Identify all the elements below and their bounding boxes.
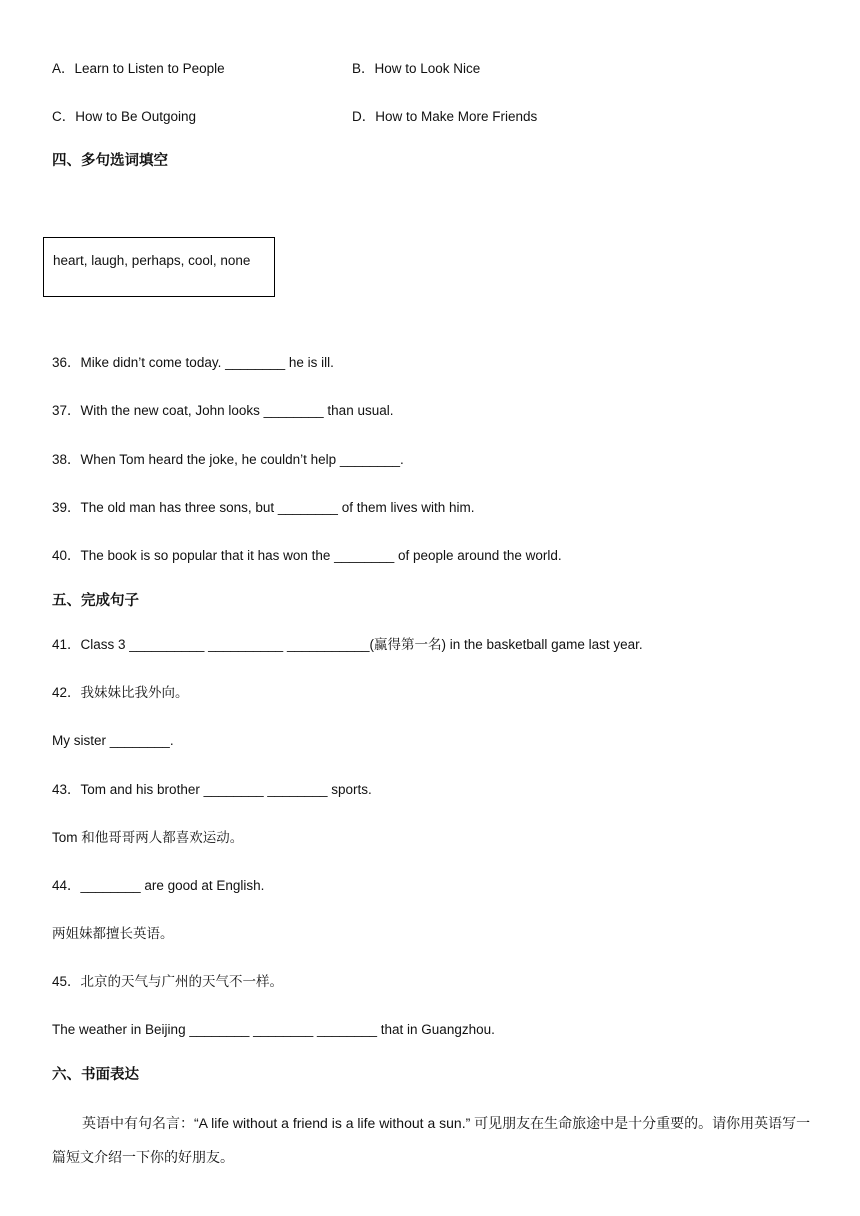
question-41: 41．Class 3 __________ __________ ___________(赢得第一名) in the basketball game last year. <box>52 637 643 652</box>
question-45-answer-line: The weather in Beijing ________ ________ ________ that in Guangzhou. <box>52 1022 495 1037</box>
question-36: 36．Mike didn’t come today. ________ he is ill. <box>52 355 334 370</box>
question-44-translation: 两姐妹都擅长英语。 <box>52 926 174 941</box>
option-d: D．How to Make More Friends <box>352 109 538 124</box>
question-37: 37．With the new coat, John looks ________ than usual. <box>52 403 394 418</box>
word-bank-text: heart, laugh, perhaps, cool, none <box>53 253 251 268</box>
question-45: 45．北京的天气与广州的天气不一样。 <box>52 974 284 989</box>
section-5-heading: 五、完成句子 <box>52 593 139 609</box>
option-a: A．Learn to Listen to People <box>52 61 225 76</box>
option-c: C．How to Be Outgoing <box>52 109 197 124</box>
question-40: 40．The book is so popular that it has won the ________ of people around the world. <box>52 548 562 563</box>
question-38: 38．When Tom heard the joke, he couldn’t help ________. <box>52 452 404 467</box>
word-bank-box <box>43 237 275 297</box>
question-42: 42．我妹妹比我外向。 <box>52 685 189 700</box>
question-43: 43．Tom and his brother ________ ________ sports. <box>52 782 372 797</box>
question-39: 39．The old man has three sons, but ________ of them lives with him. <box>52 500 475 515</box>
section-6-heading: 六、书面表达 <box>52 1067 139 1083</box>
option-b: B．How to Look Nice <box>352 61 481 76</box>
section-4-heading: 四、多句选词填空 <box>52 153 168 169</box>
question-44: 44．________ are good at English. <box>52 878 265 893</box>
writing-prompt: 英语中有句名言：“A life without a friend is a life without a sun.” 可见朋友在生命旅途中是十分重要的。请你用英语写一篇短文介绍一下你的好朋友。 <box>52 1115 811 1165</box>
question-43-translation: Tom 和他哥哥两人都喜欢运动。 <box>52 830 244 845</box>
question-42-answer-line: My sister ________. <box>52 733 174 748</box>
